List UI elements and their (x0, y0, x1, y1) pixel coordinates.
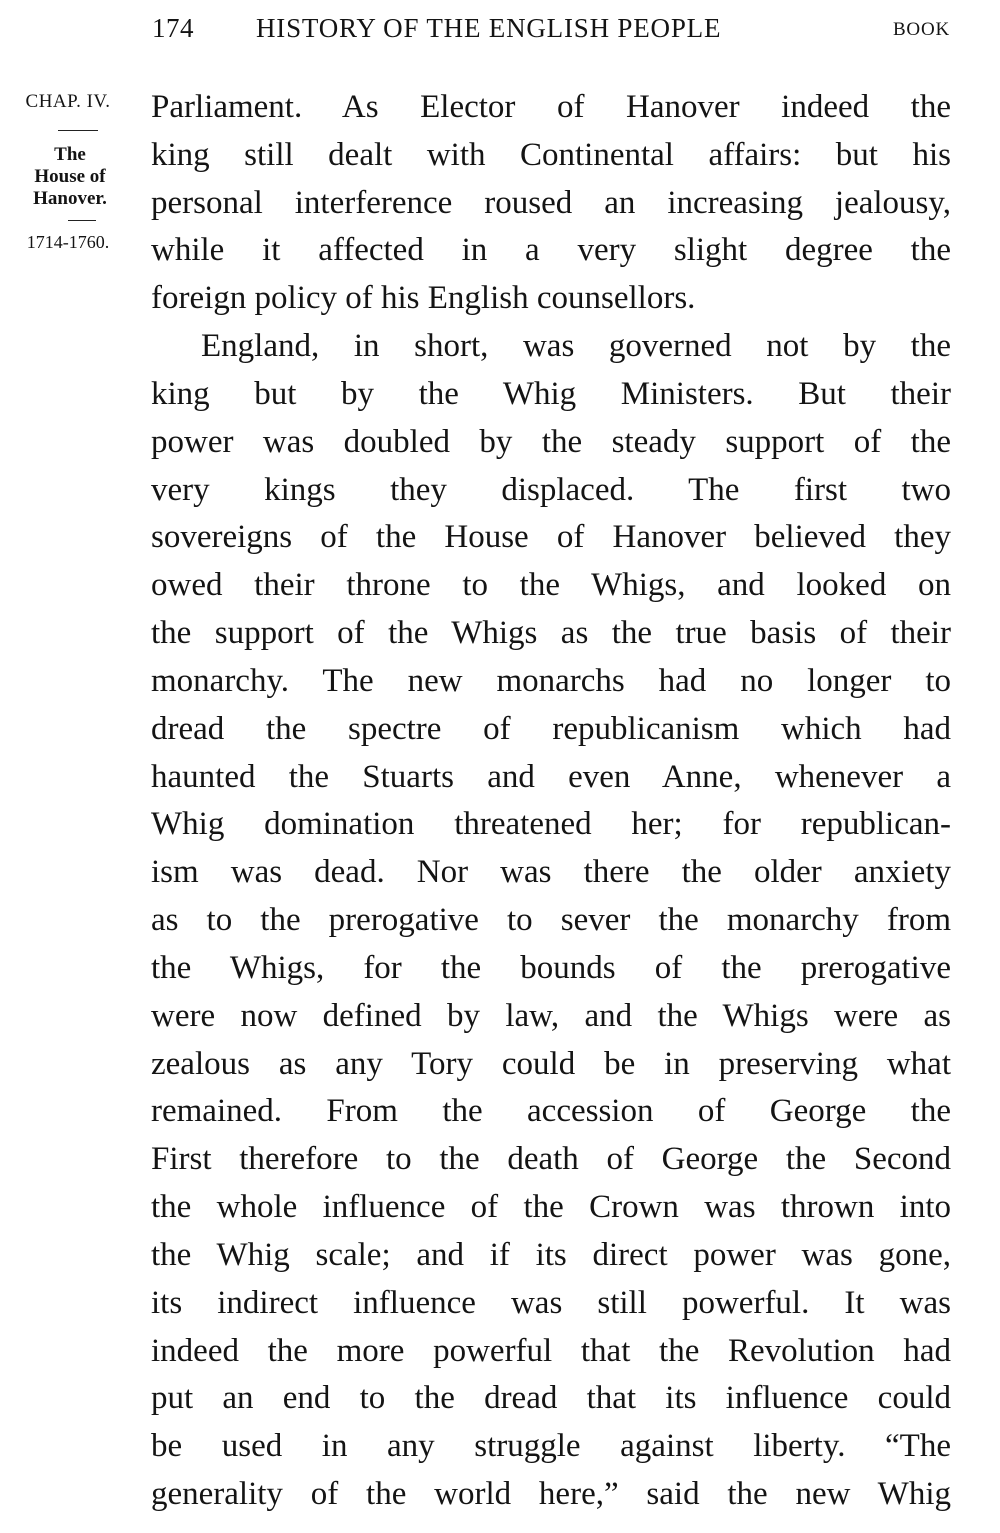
text-line: while it affected in a very slight degree the (151, 232, 951, 269)
margin-divider (58, 130, 98, 131)
text-line: personal interference roused an increasing jealousy, (151, 184, 951, 221)
running-head (152, 10, 950, 46)
text-line: king still dealt with Continental affairs: but his (151, 136, 951, 173)
text-line: Parliament. As Elector of Hanover indeed the (151, 89, 951, 125)
text-line: England, in short, was governed not by the (201, 328, 951, 365)
text-line: haunted the Stuarts and even Anne, whenever a (151, 758, 951, 795)
margin-divider (68, 220, 96, 221)
text-line: were now defined by law, and the Whigs were as (151, 997, 951, 1034)
text-line: monarchy. The new monarchs had no longer to (151, 662, 951, 699)
running-title: HISTORY OF THE ENGLISH PEOPLE (256, 13, 722, 43)
text-line: the whole influence of the Crown was thrown into (151, 1189, 951, 1226)
page-number: 174 (152, 13, 194, 43)
text-line: the Whig scale; and if its direct power was gone, (151, 1236, 951, 1273)
text-line: Whig domination threatened her; for republican- (151, 806, 951, 843)
text-line: dread the spectre of republicanism which had (151, 710, 951, 747)
text-line: king but by the Whig Ministers. But their (151, 375, 951, 412)
text-line: sovereigns of the House of Hanover believed they (151, 519, 951, 556)
text-line: owed their throne to the Whigs, and looked on (151, 567, 951, 604)
text-line: ism was dead. Nor was there the older anxiety (151, 854, 951, 891)
text-line: remained. From the accession of George the (151, 1093, 951, 1130)
body-text (151, 84, 951, 1519)
text-line: very kings they displaced. The first two (151, 471, 951, 508)
text-line: be used in any struggle against liberty. “The (151, 1428, 951, 1465)
text-line: foreign policy of his English counsellors. (151, 280, 696, 317)
text-line: indeed the more powerful that the Revolution had (151, 1332, 951, 1369)
text-line: put an end to the dread that its influence could (151, 1380, 951, 1417)
margin-topic: The House of Hanover. (33, 144, 107, 209)
text-line: generality of the world here,” said the new Whig (151, 1476, 951, 1513)
text-line: the support of the Whigs as the true basis of their (151, 615, 951, 652)
text-line: First therefore to the death of George the Second (151, 1141, 951, 1178)
text-line: as to the prerogative to sever the monarchy from (151, 902, 951, 939)
margin-dates: 1714-1760. (26, 232, 110, 252)
book-label: BOOK (892, 19, 950, 40)
text-line: power was doubled by the steady support of the (151, 423, 951, 460)
text-line: its indirect influence was still powerful. It was (151, 1284, 951, 1321)
text-line: the Whigs, for the bounds of the prerogative (151, 949, 951, 986)
text-line: zealous as any Tory could be in preserving what (151, 1045, 951, 1082)
margin-chapter: CHAP. IV. (25, 91, 111, 112)
